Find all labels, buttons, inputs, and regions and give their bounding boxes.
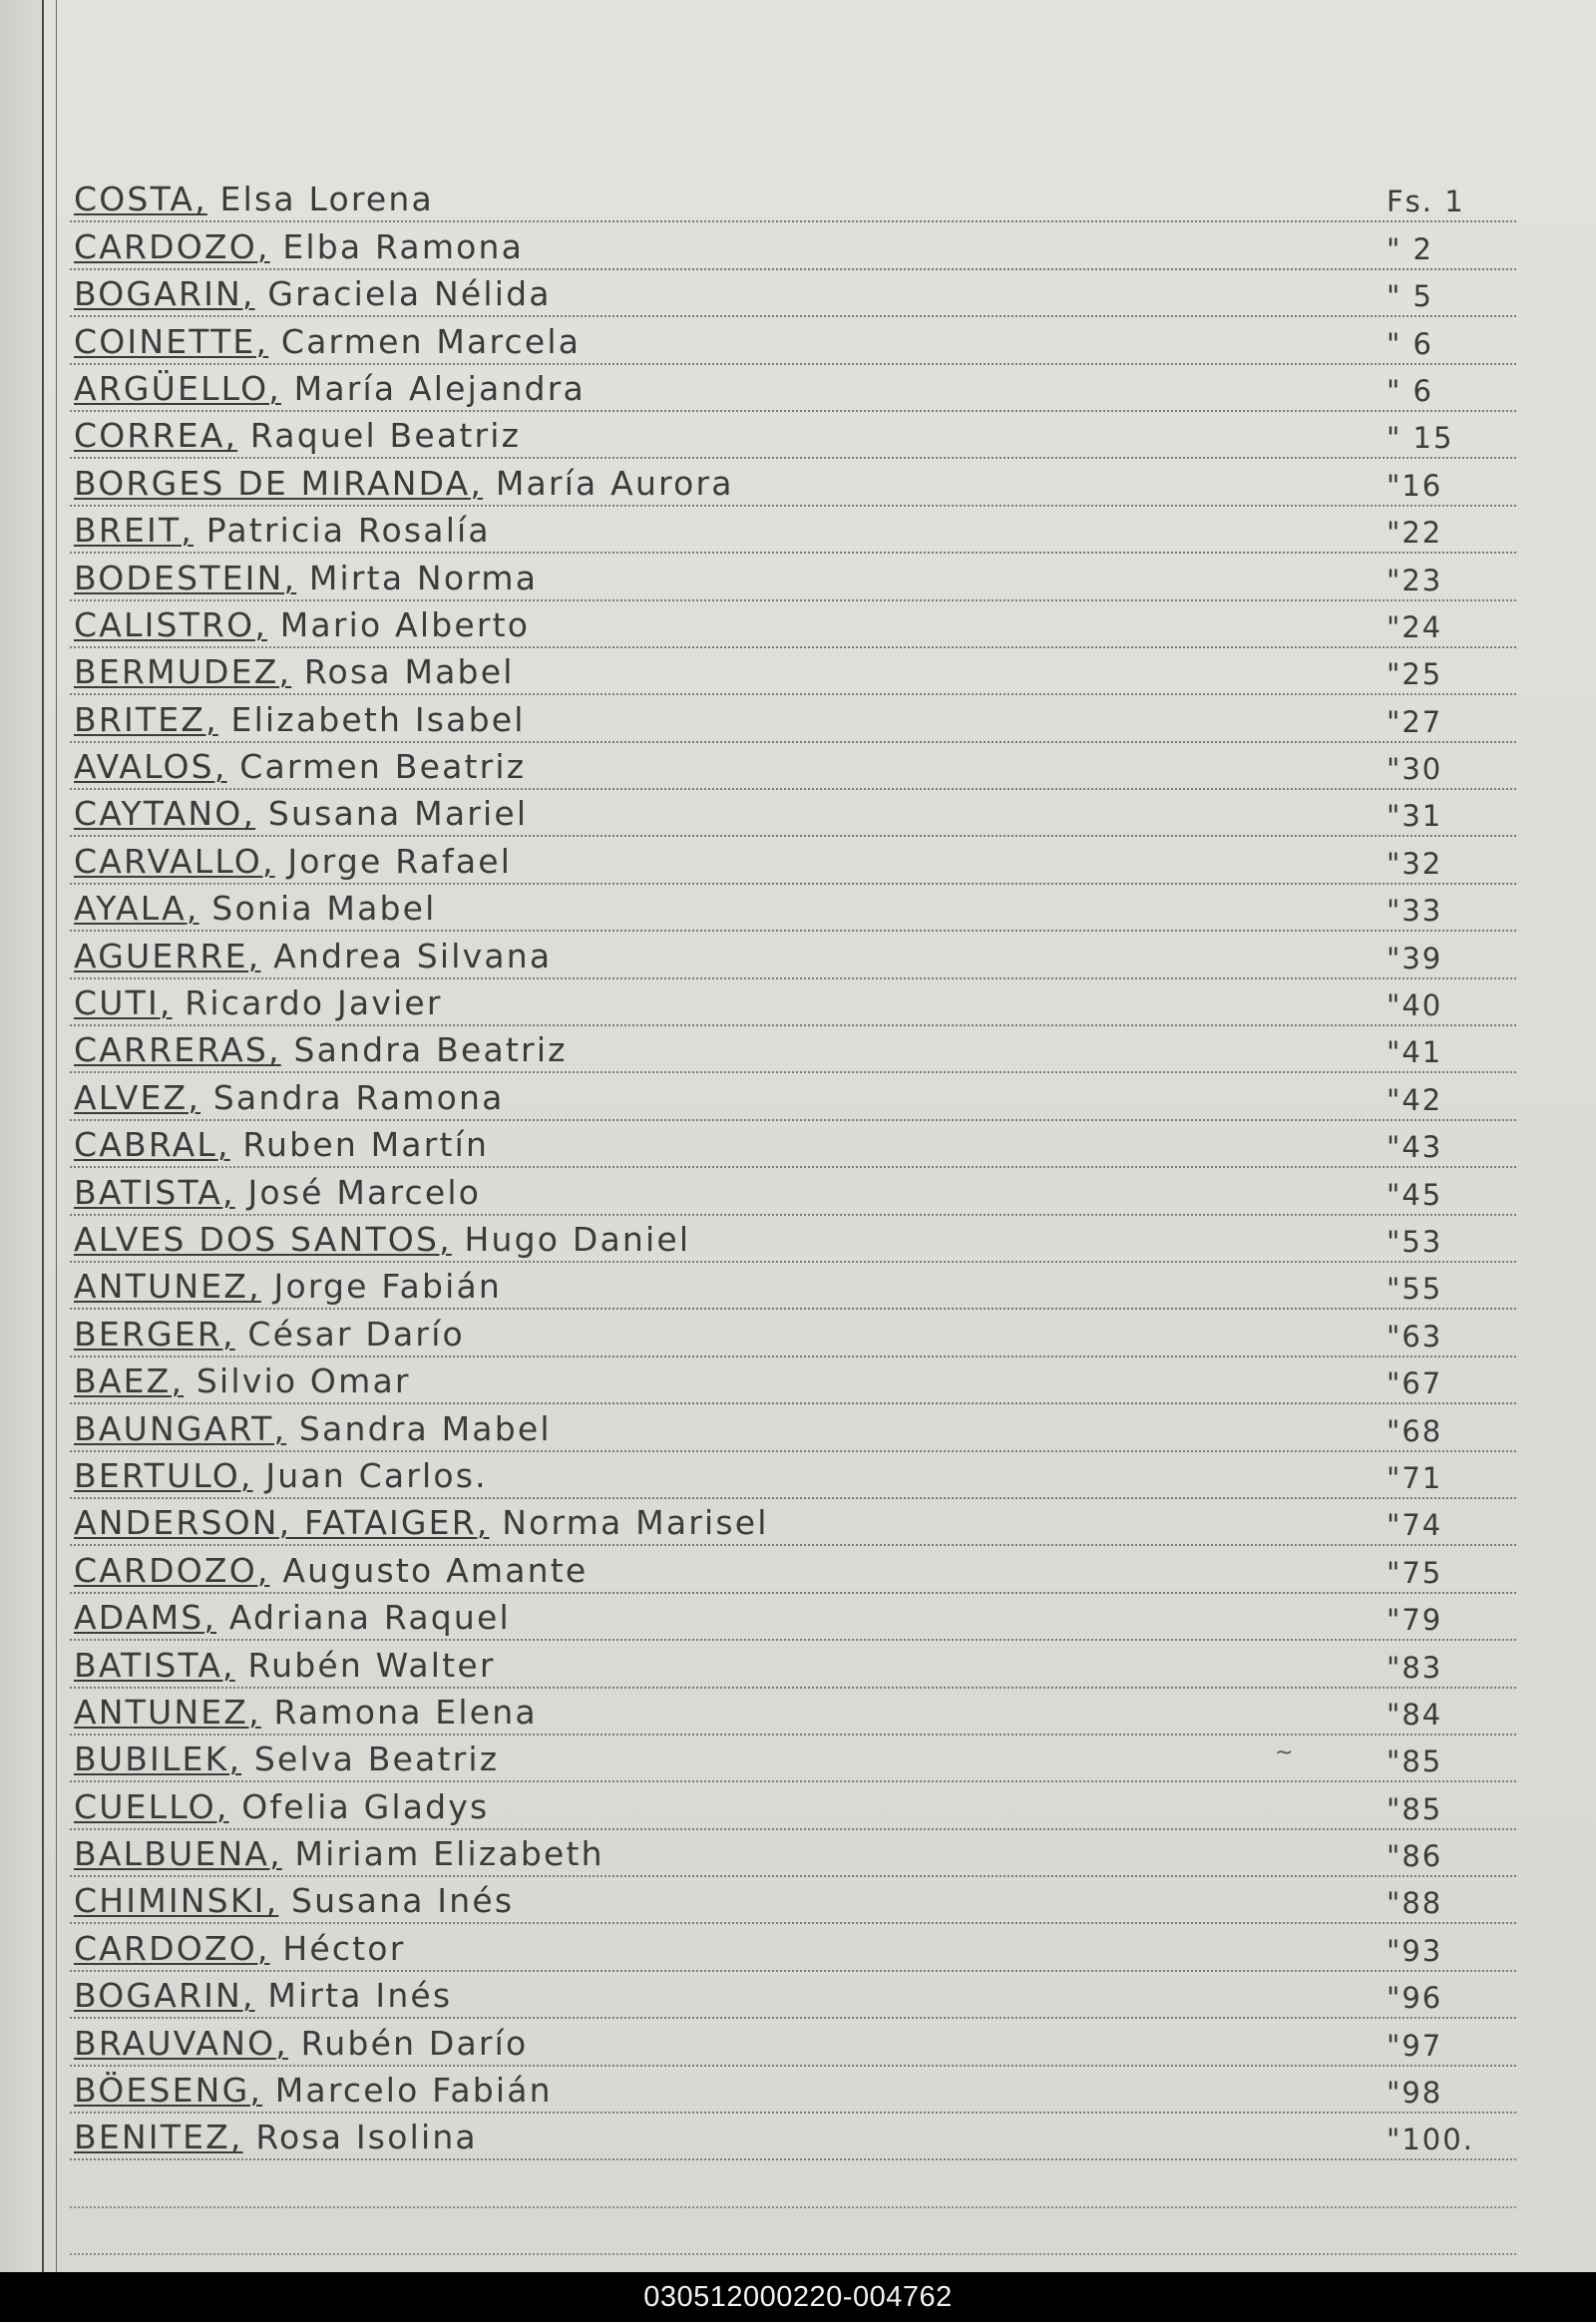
entry-given-names: Elba Ramona	[282, 226, 525, 266]
entry-name	[74, 1693, 538, 1732]
entry-given-names: Silvio Omar	[196, 1361, 411, 1401]
list-item	[70, 1689, 1516, 1736]
entry-surname: BERTULO,	[74, 1455, 253, 1495]
entry-folio: "32	[1387, 846, 1443, 881]
entry-surname: CORREA,	[74, 416, 238, 456]
list-item	[70, 412, 1516, 459]
entry-folio: "40	[1387, 988, 1443, 1023]
entry-surname: CARDOZO,	[74, 1550, 270, 1590]
entry-surname: CALISTRO,	[74, 604, 268, 644]
list-item	[70, 1594, 1516, 1641]
entry-name	[74, 2024, 528, 2063]
entry-folio: "42	[1387, 1082, 1443, 1117]
entry-given-names: Rosa Isolina	[255, 2118, 478, 2157]
entry-name	[74, 559, 538, 597]
name-index-list	[70, 176, 1516, 2272]
entry-given-names: Ruben Martín	[242, 1125, 490, 1165]
entry-given-names: Augusto Amante	[282, 1550, 589, 1590]
entry-name	[74, 1646, 496, 1685]
list-item	[70, 1263, 1516, 1310]
list-item	[70, 1073, 1516, 1120]
entry-name	[74, 1220, 690, 1259]
list-item	[70, 2019, 1516, 2066]
entry-given-names: Ramona Elena	[273, 1692, 538, 1732]
entry-name	[74, 416, 521, 455]
entry-name	[74, 1551, 588, 1590]
entry-name	[74, 1267, 502, 1306]
entry-name	[74, 937, 552, 975]
list-item	[70, 1168, 1516, 1215]
list-item	[70, 648, 1516, 695]
list-item	[70, 743, 1516, 790]
entry-surname: CARVALLO,	[74, 841, 275, 881]
entry-surname: CARDOZO,	[74, 1928, 270, 1968]
entry-given-names: Norma Marisel	[502, 1503, 769, 1543]
list-item	[70, 2067, 1516, 2114]
entry-given-names: Ofelia Gladys	[241, 1786, 490, 1826]
entry-surname: CHIMINSKI,	[74, 1881, 279, 1921]
list-item	[70, 317, 1516, 364]
entry-surname: BÖESENG,	[74, 2071, 263, 2111]
entry-folio: " 6	[1387, 326, 1434, 361]
entry-surname: BAEZ,	[74, 1361, 185, 1401]
entry-folio: " 5	[1387, 279, 1434, 314]
entry-folio: "22	[1387, 516, 1443, 551]
list-item	[70, 1404, 1516, 1451]
list-item	[70, 459, 1516, 506]
binding-edge	[0, 0, 42, 2272]
entry-name	[74, 889, 437, 928]
entry-folio: " 2	[1387, 231, 1434, 266]
list-item	[70, 1499, 1516, 1546]
entry-surname: BATISTA,	[74, 1172, 235, 1212]
entry-surname: ANTUNEZ,	[74, 1267, 261, 1307]
entry-name	[74, 1787, 489, 1826]
list-item	[70, 222, 1516, 269]
entry-name	[74, 1456, 488, 1495]
entry-name	[74, 1315, 465, 1354]
entry-name	[74, 1881, 514, 1920]
list-item	[70, 885, 1516, 932]
list-item	[70, 1877, 1516, 1924]
entry-folio: "68	[1387, 1413, 1443, 1448]
entry-surname: AGUERRE,	[74, 936, 261, 975]
entry-folio: "25	[1387, 657, 1443, 692]
entry-folio: "85	[1387, 1791, 1443, 1826]
entry-surname: ALVEZ,	[74, 1077, 201, 1117]
entry-name	[74, 2071, 553, 2110]
list-item	[70, 601, 1516, 648]
entry-name	[74, 1834, 604, 1873]
entry-given-names: Susana Inés	[291, 1881, 515, 1921]
entry-surname: COINETTE,	[74, 321, 269, 361]
entry-given-names: Andrea Silvana	[273, 936, 553, 975]
entry-folio: "43	[1387, 1130, 1443, 1165]
list-item	[70, 1641, 1516, 1688]
entry-name	[74, 464, 734, 503]
entry-surname: ANDERSON, FATAIGER,	[74, 1503, 490, 1543]
entry-given-names: María Aurora	[495, 463, 734, 503]
entry-given-names: Sandra Beatriz	[293, 1030, 568, 1070]
list-item	[70, 932, 1516, 978]
entry-surname: AVALOS,	[74, 747, 227, 787]
entry-name	[74, 274, 552, 313]
entry-surname: BOGARIN,	[74, 1976, 255, 2016]
entry-given-names: Sonia Mabel	[211, 889, 437, 929]
entry-folio: "45	[1387, 1177, 1443, 1212]
entry-given-names: Patricia Rosalía	[205, 511, 491, 551]
margin-rule	[42, 0, 44, 2272]
entry-folio: "67	[1387, 1366, 1443, 1401]
entry-surname: CAYTANO,	[74, 794, 256, 834]
entry-given-names: Sandra Mabel	[298, 1408, 552, 1448]
entry-folio: "27	[1387, 704, 1443, 739]
entry-folio: "53	[1387, 1224, 1443, 1259]
entry-folio: "74	[1387, 1508, 1443, 1543]
entry-name	[74, 227, 524, 266]
list-item	[70, 1736, 1516, 1782]
entry-folio: "39	[1387, 941, 1443, 975]
entry-folio: "100.	[1387, 2123, 1474, 2157]
entry-given-names: Selva Beatriz	[253, 1740, 500, 1779]
entry-surname: BOGARIN,	[74, 274, 255, 314]
entry-given-names: Graciela Nélida	[267, 274, 552, 314]
entry-surname: BATISTA,	[74, 1645, 235, 1685]
entry-folio: "93	[1387, 1933, 1443, 1968]
entry-surname: AYALA,	[74, 889, 200, 929]
entry-given-names: Ricardo Javier	[185, 983, 443, 1023]
entry-given-names: Juan Carlos.	[265, 1455, 488, 1495]
entry-folio: Fs. 1	[1387, 185, 1465, 219]
entry-surname: CABRAL,	[74, 1125, 230, 1165]
entry-folio: "55	[1387, 1272, 1443, 1307]
entry-surname: BALBUENA,	[74, 1834, 282, 1874]
entry-name	[74, 652, 515, 691]
entry-name	[74, 605, 530, 644]
entry-surname: COSTA,	[74, 180, 207, 219]
entry-folio: "30	[1387, 752, 1443, 787]
entry-given-names: César Darío	[247, 1314, 465, 1354]
entry-name	[74, 1409, 552, 1448]
entry-surname: ADAMS,	[74, 1598, 217, 1638]
entry-given-names: Jorge Fabián	[273, 1267, 502, 1307]
entry-given-names: Susana Mariel	[267, 794, 529, 834]
entry-given-names: Elsa Lorena	[219, 180, 434, 219]
entry-surname: ALVES DOS SANTOS,	[74, 1219, 452, 1259]
entry-given-names: Adriana Raquel	[228, 1598, 511, 1638]
entry-surname: CUELLO,	[74, 1786, 229, 1826]
entry-folio: "16	[1387, 468, 1443, 503]
entry-given-names: José Marcelo	[247, 1172, 482, 1212]
entry-given-names: Rubén Darío	[300, 2023, 529, 2063]
entry-surname: ANTUNEZ,	[74, 1692, 261, 1732]
entry-name	[74, 983, 443, 1022]
entry-surname: ARGÜELLO,	[74, 368, 281, 408]
entry-given-names: Miriam Elizabeth	[294, 1834, 604, 1874]
entry-name	[74, 369, 586, 408]
entry-name	[74, 180, 434, 218]
entry-folio: " 15	[1387, 421, 1454, 456]
entry-name	[74, 511, 491, 550]
scan-id-bar	[0, 2272, 1596, 2322]
entry-name	[74, 1361, 411, 1400]
entry-name	[74, 2118, 478, 2156]
entry-name	[74, 1173, 481, 1212]
entry-given-names: María Alejandra	[293, 368, 586, 408]
entry-folio: "79	[1387, 1603, 1443, 1638]
list-item	[70, 1121, 1516, 1168]
entry-folio: "84	[1387, 1697, 1443, 1732]
entry-given-names: Rubén Walter	[247, 1645, 496, 1685]
entry-given-names: Carmen Marcela	[280, 321, 582, 361]
entry-folio: " 6	[1387, 373, 1434, 408]
entry-folio: "86	[1387, 1839, 1443, 1874]
entry-surname: BERGER,	[74, 1314, 235, 1354]
list-item	[70, 1216, 1516, 1263]
entry-given-names: Mirta Norma	[308, 558, 539, 597]
list-item	[70, 1972, 1516, 2019]
entry-name	[74, 322, 581, 361]
entry-surname: BAUNGART,	[74, 1408, 287, 1448]
entry-name	[74, 1030, 568, 1069]
entry-folio: "24	[1387, 609, 1443, 644]
entry-name	[74, 1976, 452, 2015]
entry-surname: BUBILEK,	[74, 1740, 242, 1779]
list-item	[70, 554, 1516, 600]
list-item	[70, 1782, 1516, 1829]
blank-ruled-line	[70, 2255, 1516, 2272]
entry-folio: "97	[1387, 2028, 1443, 2063]
entry-name	[74, 794, 528, 833]
entry-given-names: Jorge Rafael	[287, 841, 513, 881]
list-item	[70, 1546, 1516, 1593]
entry-name	[74, 1125, 489, 1164]
entry-name	[74, 842, 512, 881]
entry-name	[74, 1929, 405, 1968]
entry-folio: "75	[1387, 1555, 1443, 1590]
entry-given-names: Raquel Beatriz	[249, 416, 522, 456]
entry-given-names: Mirta Inés	[267, 1976, 453, 2016]
entry-given-names: Sandra Ramona	[212, 1077, 505, 1117]
blank-ruled-line	[70, 2160, 1516, 2207]
entry-folio: "98	[1387, 2076, 1443, 2111]
list-item	[70, 1830, 1516, 1877]
list-item	[70, 365, 1516, 412]
list-item	[70, 1310, 1516, 1356]
entry-folio: "41	[1387, 1035, 1443, 1070]
list-item	[70, 790, 1516, 837]
entry-surname: CARRERAS,	[74, 1030, 281, 1070]
entry-name	[74, 747, 526, 786]
list-item	[70, 507, 1516, 554]
list-item	[70, 979, 1516, 1026]
list-item	[70, 176, 1516, 222]
entry-surname: CARDOZO,	[74, 226, 270, 266]
stray-pen-mark: ~	[1275, 1741, 1294, 1765]
entry-surname: CUTI,	[74, 983, 173, 1023]
blank-ruled-line	[70, 2208, 1516, 2255]
entry-given-names: Carmen Beatriz	[239, 747, 527, 787]
list-item	[70, 1452, 1516, 1499]
entry-surname: BRAUVANO,	[74, 2023, 288, 2063]
list-item	[70, 1357, 1516, 1404]
entry-name	[74, 1740, 499, 1778]
list-item	[70, 1026, 1516, 1073]
entry-surname: BENITEZ,	[74, 2118, 243, 2157]
entry-name	[74, 1503, 769, 1542]
entry-folio: "71	[1387, 1460, 1443, 1495]
entry-given-names: Hugo Daniel	[464, 1219, 691, 1259]
entry-given-names: Rosa Mabel	[303, 652, 515, 692]
entry-surname: BERMUDEZ,	[74, 652, 292, 692]
entry-name	[74, 700, 526, 739]
entry-given-names: Elizabeth Isabel	[230, 699, 526, 739]
margin-rule-secondary	[56, 0, 57, 2272]
entry-name	[74, 1078, 505, 1117]
entry-surname: BREIT,	[74, 511, 194, 551]
entry-folio: "96	[1387, 1981, 1443, 2016]
list-item	[70, 2114, 1516, 2160]
entry-folio: "31	[1387, 799, 1443, 834]
list-item	[70, 270, 1516, 317]
entry-given-names: Mario Alberto	[279, 604, 531, 644]
entry-given-names: Marcelo Fabián	[274, 2071, 553, 2111]
entry-surname: BODESTEIN,	[74, 558, 297, 597]
list-item	[70, 695, 1516, 742]
list-item	[70, 1924, 1516, 1971]
entry-folio: "88	[1387, 1886, 1443, 1921]
entry-folio: "23	[1387, 563, 1443, 597]
entry-folio: "63	[1387, 1319, 1443, 1354]
list-item	[70, 837, 1516, 884]
entry-folio: "85	[1387, 1744, 1443, 1779]
entry-given-names: Héctor	[282, 1928, 406, 1968]
entry-folio: "33	[1387, 894, 1443, 929]
entry-folio: "83	[1387, 1650, 1443, 1685]
scan-id-code: 030512000220-004762	[643, 2281, 953, 2313]
entry-name	[74, 1598, 511, 1637]
entry-surname: BRITEZ,	[74, 699, 218, 739]
entry-surname: BORGES DE MIRANDA,	[74, 463, 484, 503]
